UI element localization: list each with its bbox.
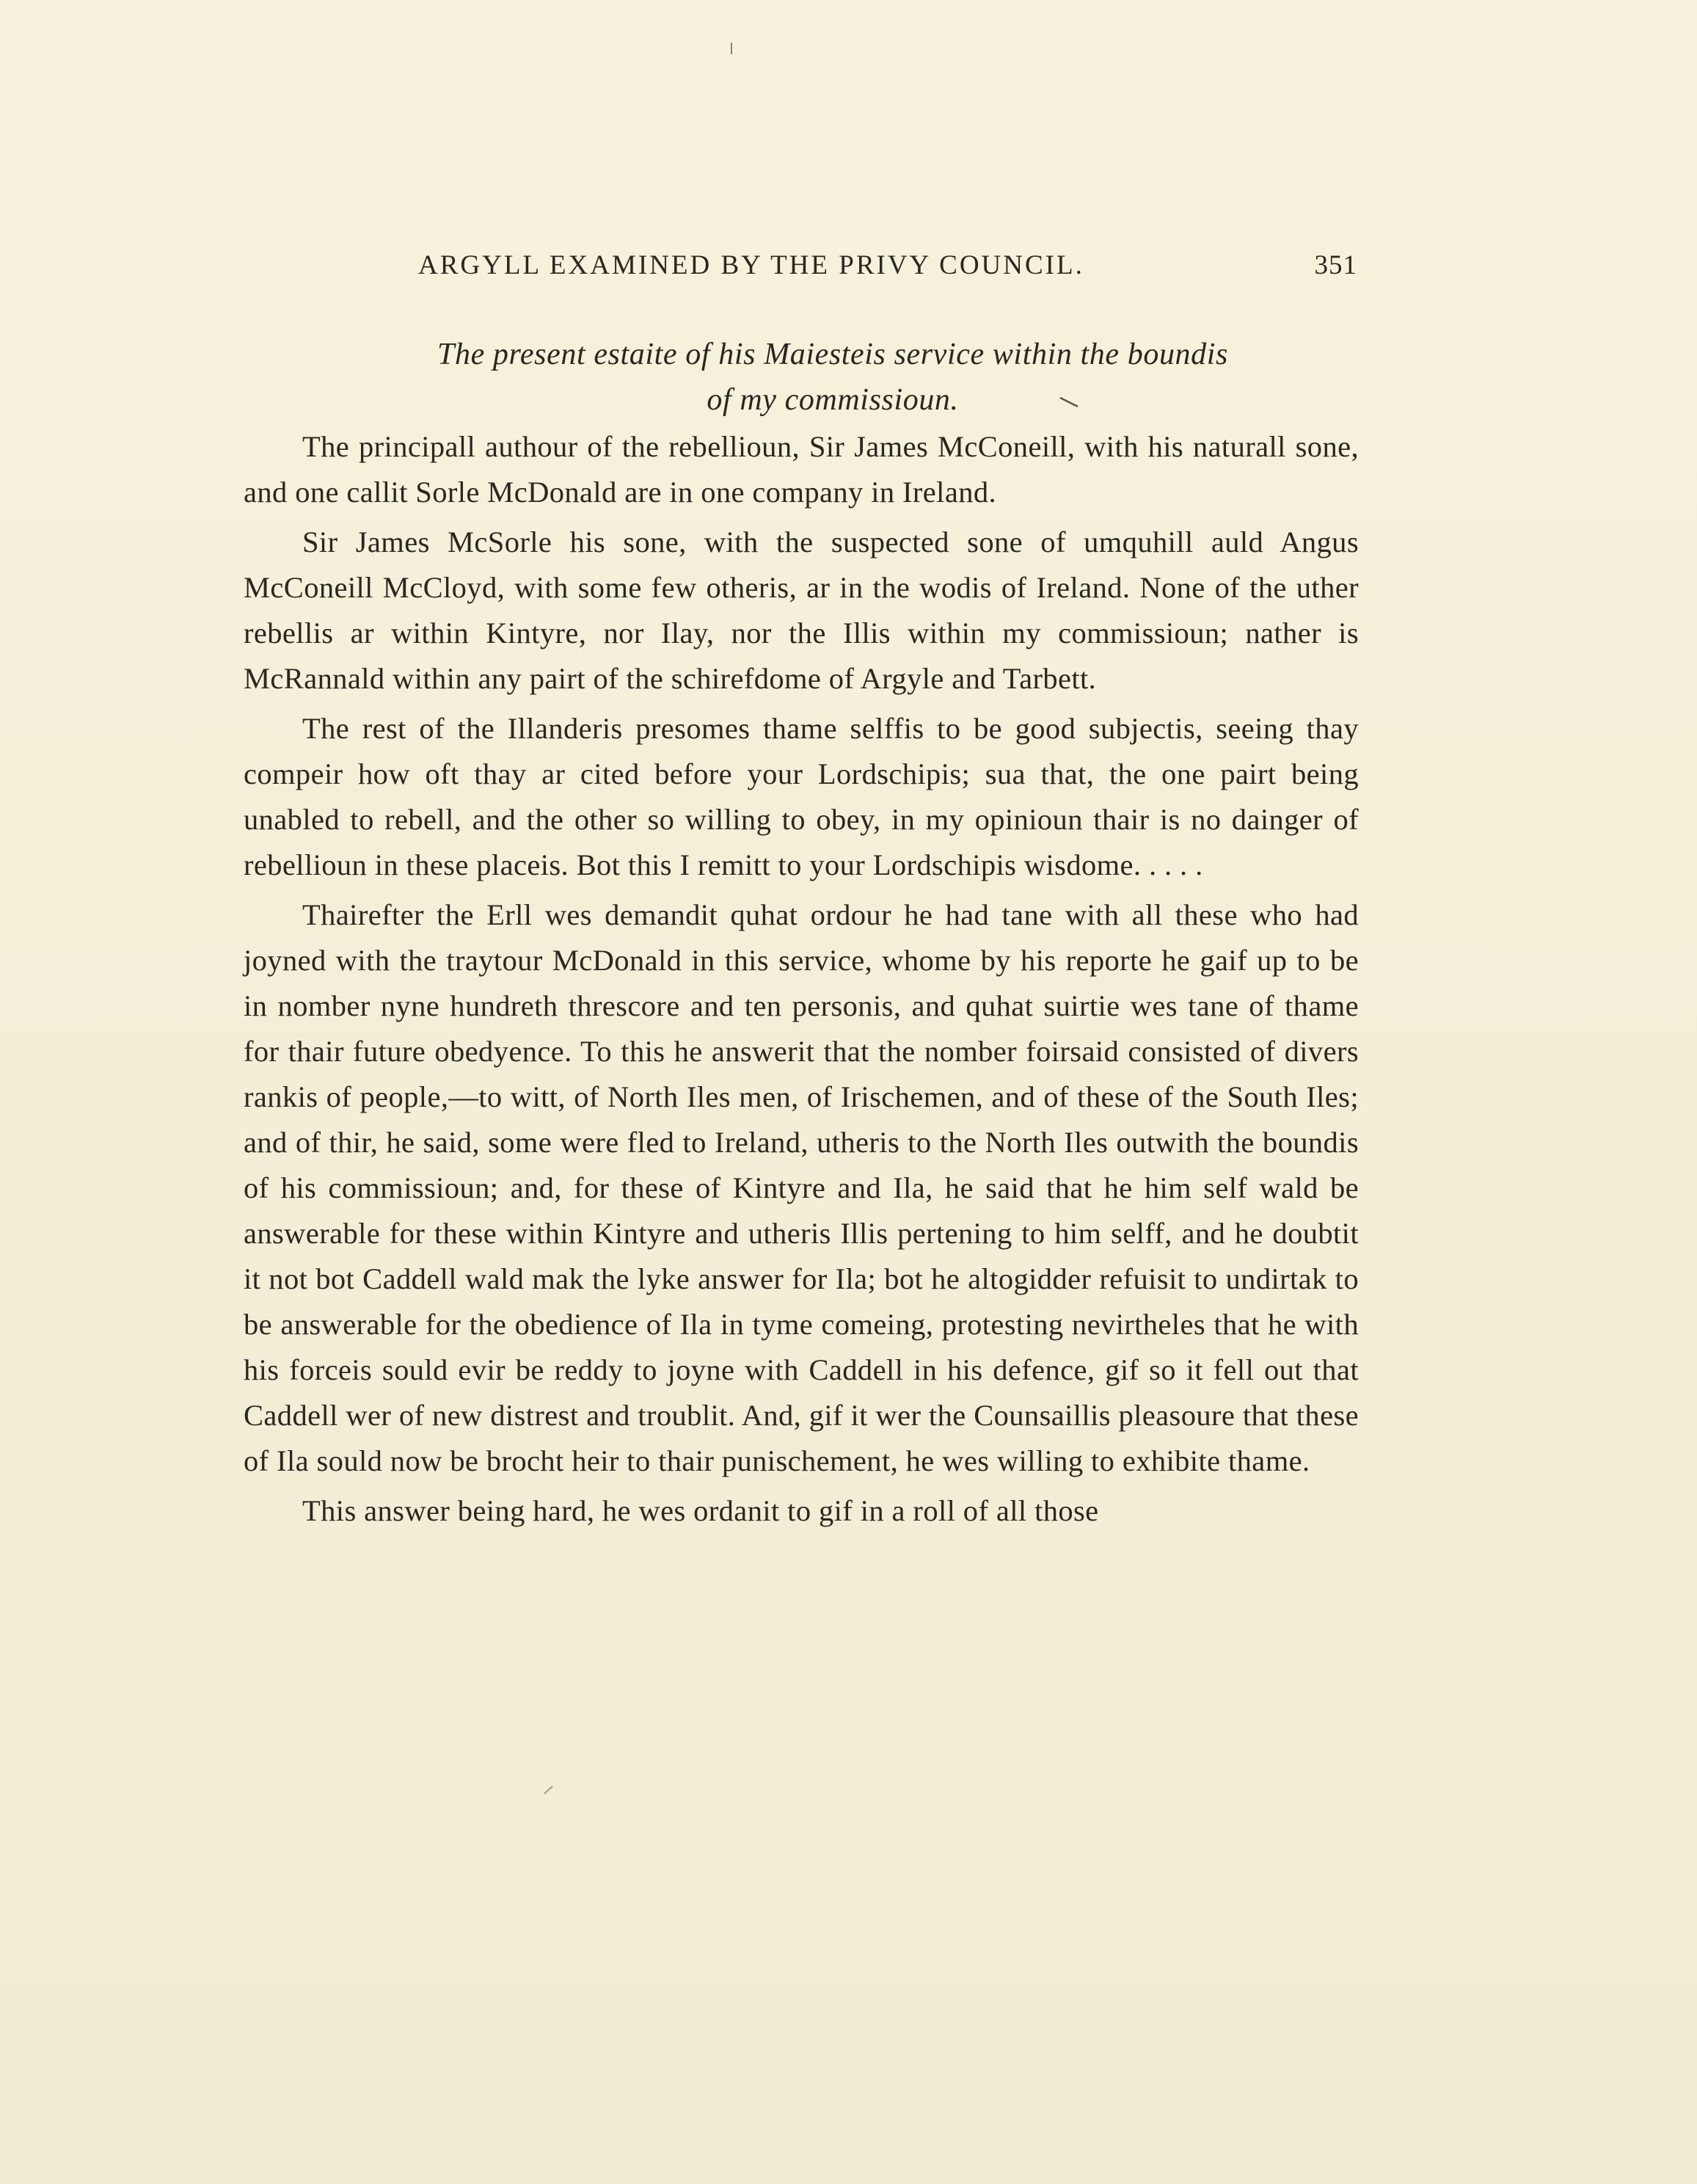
running-head-title: ARGYLL EXAMINED BY THE PRIVY COUNCIL. [418,250,1084,280]
page-number: 351 [1314,250,1357,280]
check-mark-icon [1059,395,1081,410]
running-head [418,250,1357,294]
section-heading-line-1: The present estaite of his Maiesteis service within the boundis [437,338,1228,371]
paragraph: Thairefter the Erll wes demandit quhat ordour he had tane with all these who had joyned with the traytour McDonald in this service, whome by his reporte he gaif up to be in nomber nyne hundreth threscore and ten personis, and quhat suirtie wes tane of thame for thair future obedyence. To this he answerit that the nomber foirsaid consisted of divers rankis of people,—to witt, of North Iles men, of Irischemen, and of these of the South Iles; and of thir, he said, some were fled to Ireland, utheris to the North Iles outwith the boundis of his commissioun; and, for these of Kintyre and Ila, he said that he him self wald be answerable for these within Kintyre and utheris Illis pertening to him selff, and he doubtit it not bot Caddell wald mak the lyke answer for Ila; bot he altogidder refuisit to undirtak to be answerable for the obedience of Ila in tyme comeing, protesting nevirtheles that he with his forceis sould evir be reddy to joyne with Caddell in his defence, gif so it fell out that Caddell wer of new distrest and troublit. And, gif it wer the Counsaillis pleasoure that these of Ila sould now be brocht heir to thair punischement, he wes willing to exhibite thame. [244,898,1359,1477]
stray-mark-icon [729,41,734,56]
body-text [244,424,1359,1534]
section-heading [301,332,1365,423]
section-heading-line-2: of my commissioun. [707,383,959,417]
paragraph: This answer being hard, he wes ordanit to gif in a roll of all those [302,1494,1099,1527]
stray-mark-icon [543,1785,555,1795]
paragraph: The principall authour of the rebellioun, Sir James McConeill, with his naturall sone, and one callit Sorle McDonald are in one company in Ireland. [244,430,1359,509]
paragraph: The rest of the Illanderis presomes thame selffis to be good subjectis, seeing thay compeir how oft thay ar cited before your Lordschipis; sua that, the one pairt being unabled to rebell, and the other so willing to obey, in my opinioun thair is no dainger of rebellioun in these placeis. Bot this I remitt to your Lordschipis wisdome. . . . . [244,712,1359,881]
paragraph: Sir James McSorle his sone, with the suspected sone of umquhill auld Angus McConeill McCloyd, with some few otheris, ar in the wodis of Ireland. None of the uther rebellis ar within Kintyre, nor Ilay, nor the Illis within my commissioun; nather is McRannald within any pairt of the schirefdome of Argyle and Tarbett. [244,525,1359,695]
